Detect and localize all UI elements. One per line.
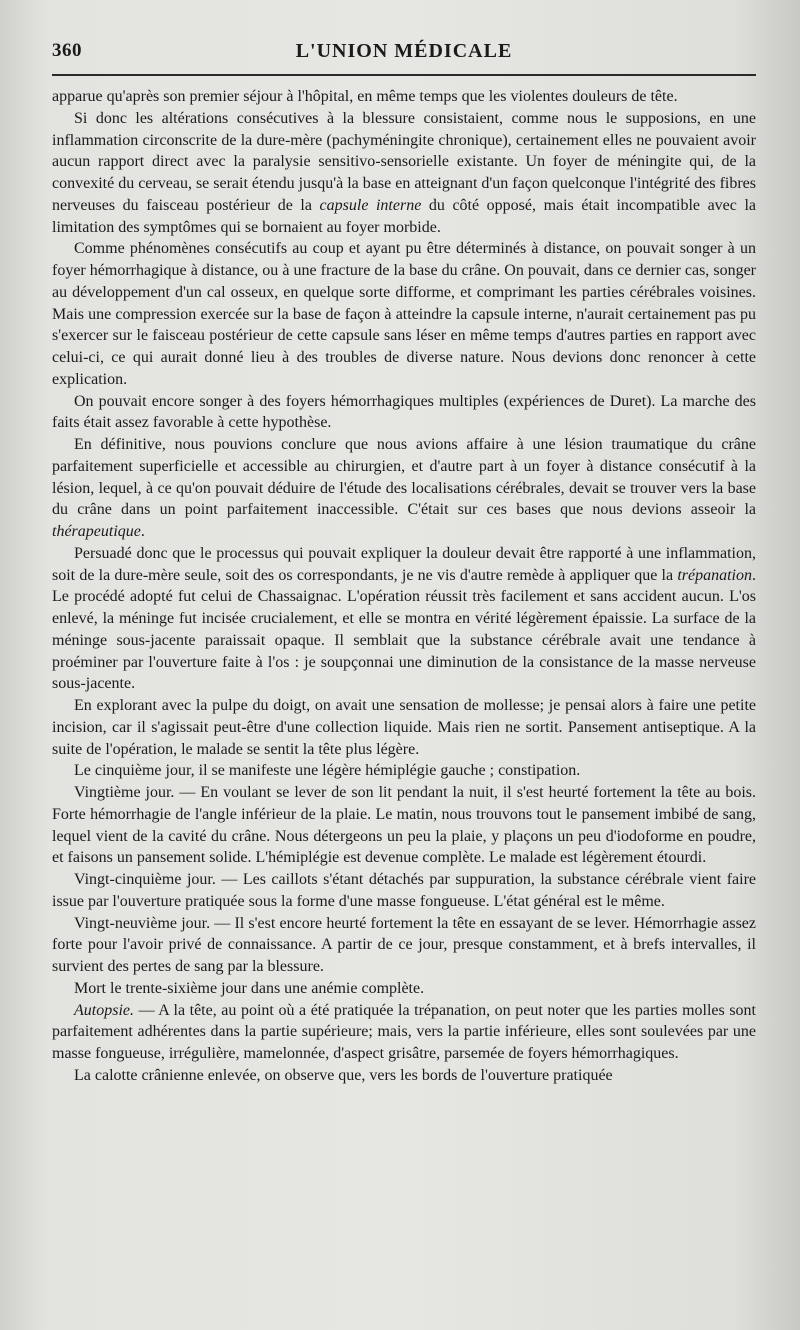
paragraph <box>52 760 756 782</box>
italic-term: thérapeutique <box>52 523 141 540</box>
paragraph <box>52 695 756 760</box>
text-run: En explorant avec la pulpe du doigt, on avait une sensation de mollesse; je pensai alors à faire une petite incision, car il s'agissait peut-être d'une collection liquide. Mais rien ne sortit. Pansement antiseptique. A la suite de l'opération, le malade se sentit la tête plus légère. <box>52 697 756 758</box>
article-body <box>52 86 756 1087</box>
paragraph <box>52 869 756 913</box>
text-run: Comme phénomènes consécutifs au coup et ayant pu être déterminés à distance, on pouvait songer à un foyer hémorrhagique à distance, ou à une fracture de la base du crâne. On pouvait, dans ce dernier cas, songer au développement d'un cal osseux, en quelque sorte difforme, et comprimant les parties cérébrales voisines. Mais une compression exercée sur la base de façon à atteindre la capsule interne, n'aurait certainement pas pu s'exercer sur le faisceau postérieur de cette capsule sans léser en même temps d'autres parties en rapport avec celui-ci, ce qui aurait donné lieu à des troubles de diverse nature. Nous devions donc renoncer à cette explication. <box>52 240 756 388</box>
paragraph <box>52 238 756 390</box>
paragraph <box>52 434 756 543</box>
text-run: Vingtième jour. — En voulant se lever de son lit pendant la nuit, il s'est heurté fortement la tête au bois. Forte hémorrhagie de l'angle inférieur de la plaie. Le matin, nous trouvons tout le pansement imbibé de sang, lequel vient de la cavité du crâne. Nous détergeons un peu la plaie, y plaçons un peu d'iodoforme en poudre, et faisons un pansement solide. L'hémiplégie est devenue complète. Le malade est légèrement étourdi. <box>52 784 756 867</box>
text-run: Vingt-cinquième jour. — Les caillots s'étant détachés par suppuration, la substance cérébrale vient faire issue par l'ouverture pratiquée sous la forme d'une masse fongueuse. L'état général est le même. <box>52 871 756 910</box>
text-run: Persuadé donc que le processus qui pouvait expliquer la douleur devait être rapporté à une inflammation, soit de la dure-mère seule, soit des os correspondants, je ne vis d'autre remède à appliquer que la <box>52 544 756 584</box>
text-run: du côté opposé, mais était incompatible avec la limitation des symptômes qui se bornaient au foyer morbide. <box>52 196 756 236</box>
text-run: On pouvait encore songer à des foyers hémorrhagiques multiples (expériences de Duret). La marche des faits était assez favorable à cette hypothèse. <box>52 392 756 432</box>
text-run: Le cinquième jour, il se manifeste une légère hémiplégie gauche ; constipation. <box>74 762 581 780</box>
text-run: Vingt-neuvième jour. — Il s'est encore heurté fortement la tête en essayant de se lever. Hémorrhagie assez forte pour l'avoir privé de connaissance. A partir de ce jour, presque constamment, et à brefs intervalles, il survient des pertes de sang par la blessure. <box>52 914 756 975</box>
running-head: L'UNION MÉDICALE <box>295 40 513 62</box>
italic-term: trépanation <box>677 566 752 584</box>
text-run: Si donc les altérations consécutives à la blessure consistaient, comme nous le supposions, en une inflammation circonscrite de la dure-mère (pachyméningite chronique), certainement elles ne pouvaient avoir aucun rapport direct avec la paralysie sensitivo-sensorielle existante. Un foyer de méningite qui, de la convexité du cerveau, se serait étendu jusqu'à la base en atteignant d'un façon quelconque l'intégrité des fibres nerveuses du faisceau postérieur de la <box>52 109 756 214</box>
page-number: 360 <box>52 40 82 61</box>
paragraph <box>52 978 756 1000</box>
paragraph <box>52 1000 756 1065</box>
paragraph <box>52 782 756 869</box>
paragraph <box>52 86 756 108</box>
italic-term: capsule interne <box>319 196 422 214</box>
paragraph <box>52 543 756 695</box>
text-run: apparue qu'après son premier séjour à l'hôpital, en même temps que les violentes douleurs de tête. <box>52 88 678 105</box>
header-rule <box>52 74 756 76</box>
text-run: Mort le trente-sixième jour dans une anémie complète. <box>74 979 425 997</box>
text-run: La calotte crânienne enlevée, on observe que, vers les bords de l'ouverture pratiquée <box>74 1066 613 1084</box>
page-header <box>52 40 756 68</box>
text-run: — A la tête, au point où a été pratiquée la trépanation, on peut noter que les parties molles sont parfaitement adhérentes dans la partie supérieure; mais, vers la partie inférieure, elles sont soulevées par une masse fongueuse, irrégulière, mamelonnée, d'aspect grisâtre, parsemée de foyers hémorrhagiques. <box>52 1001 756 1062</box>
text-run: En définitive, nous pouvions conclure que nous avions affaire à une lésion traumatique du crâne parfaitement superficielle et accessible au chirurgien, et d'autre part à un foyer à distance consécutif à la lésion, lequel, à ce qu'on pouvait déduire de l'étude des localisations cérébrales, devait se trouver vers la base du crâne dans un point parfaitement inaccessible. C'était sur ces bases que nous devions asseoir la <box>52 436 756 519</box>
text-run: . Le procédé adopté fut celui de Chassaignac. L'opération réussit très facilement et sans accident aucun. L'os enlevé, la méninge fut incisée crucialement, et elle se montra en vérité légèrement épaissie. La surface de la méninge sous-jacente paraissait opaque. Il semblait que la substance cérébrale avait une tendance à proéminer par l'ouverture faite à l'os : je soupçonnai une diminution de la consistance de la masse nerveuse sous-jacente. <box>52 566 756 693</box>
paragraph <box>52 108 756 239</box>
paragraph <box>52 913 756 978</box>
paragraph <box>52 391 756 435</box>
paragraph <box>52 1065 756 1087</box>
italic-term: Autopsie. <box>74 1001 134 1019</box>
text-run: . <box>140 523 145 540</box>
